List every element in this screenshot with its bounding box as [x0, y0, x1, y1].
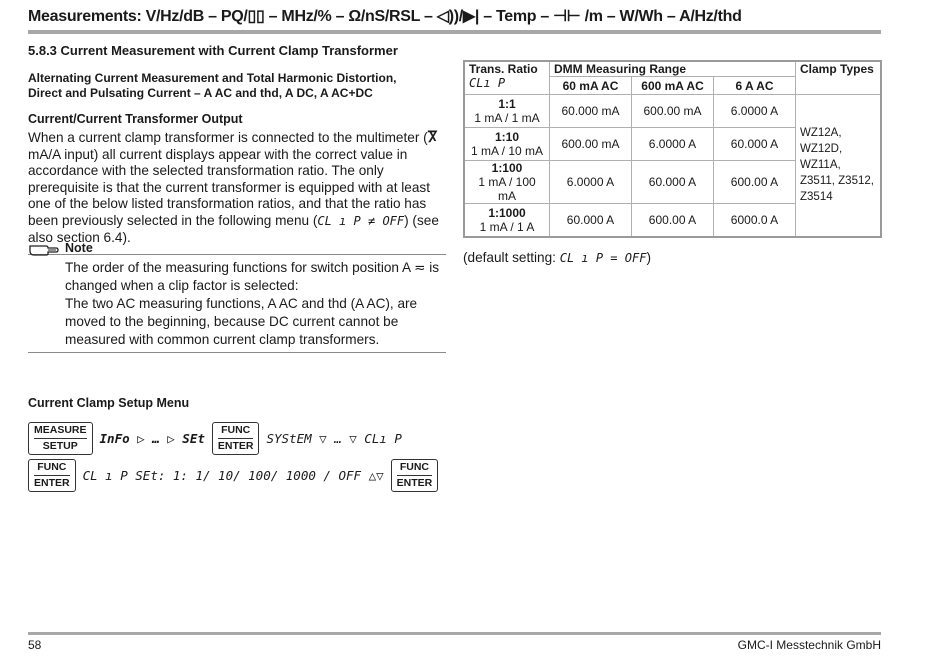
th-clamp-types: Clamp Types — [796, 61, 882, 95]
func-enter-key[interactable] — [391, 459, 439, 492]
header-title: Measurements: V/Hz/dB – PQ/▯▯ – MHz/% – Ω/nS/RSL – ◁))/▶| – Temp – ⊣⊢ /m – W/Wh – A/Hz/thd — [28, 8, 742, 25]
note-label: Note — [65, 241, 93, 256]
company-name: GMC-I Messtechnik GmbH — [737, 638, 881, 652]
menu-seq-1: InFo ▷ … ▷ SEt — [99, 431, 205, 446]
ratio-value: 1:100 — [491, 161, 523, 175]
clamp-types-cell: WZ12A, WZ12D, WZ11A, Z3511, Z3512, Z3514 — [796, 95, 882, 237]
key-top-label: FUNC — [218, 424, 254, 439]
ratio-cell — [464, 204, 550, 237]
section-title: 5.8.3 Current Measurement with Current Clamp Transformer — [28, 43, 398, 58]
note-box — [28, 240, 446, 349]
left-column — [28, 40, 446, 353]
ratio-table-wrap — [463, 60, 882, 238]
range-value: 6.0000 A — [550, 161, 632, 204]
range-value: 60.000 mA — [550, 95, 632, 128]
menu-row-2 — [28, 459, 438, 492]
default-lcd: CL ı P = OFF — [559, 251, 647, 265]
range-value: 600.00 mA — [550, 128, 632, 161]
ratio-cell — [464, 128, 550, 161]
page-number: 58 — [28, 638, 42, 652]
body-part3: ) (see also section 6.4). — [28, 212, 439, 245]
measure-setup-key[interactable] — [28, 422, 93, 455]
key-bottom-label: ENTER — [217, 440, 254, 452]
key-top-label: FUNC — [397, 461, 433, 476]
note-text — [65, 240, 446, 349]
body-paragraph — [28, 130, 446, 246]
note-bottom-rule — [28, 352, 446, 353]
table-row — [464, 95, 881, 128]
range-value: 600.00 mA — [632, 95, 714, 128]
header-rule — [28, 30, 881, 34]
ratio-cell — [464, 161, 550, 204]
func-enter-key[interactable] — [212, 422, 260, 455]
ratio-sub: 1 mA / 100 mA — [478, 175, 536, 203]
menu-row-1 — [28, 422, 409, 455]
range-value: 60.000 A — [714, 128, 796, 161]
ratio-value: 1:1000 — [488, 205, 526, 220]
body-lcd: CL ı P ≠ OFF — [317, 213, 405, 228]
ratio-value: 1:10 — [494, 130, 520, 144]
ratio-value: 1:1 — [498, 97, 516, 111]
menu-title: Current Clamp Setup Menu — [28, 396, 190, 410]
key-top-label: MEASURE — [34, 424, 87, 439]
body-part1: When a current clamp transformer is connected to the multimeter ( — [28, 130, 428, 145]
key-bottom-label: ENTER — [34, 477, 70, 489]
range-value: 600.00 A — [632, 204, 714, 237]
th-trans-ratio-lcd: CLı P — [469, 76, 506, 90]
th-range-60ma: 60 mA AC — [550, 77, 632, 95]
menu-seq-2: SYStEM ▽ … ▽ CLı P — [266, 431, 402, 446]
page-header — [28, 6, 880, 26]
default-suffix: ) — [646, 250, 651, 265]
subhead2: Current/Current Transformer Output — [28, 112, 243, 126]
footer-rule — [28, 632, 881, 635]
ratio-cell — [464, 95, 550, 128]
func-enter-key[interactable] — [28, 459, 76, 492]
table-header-row — [464, 61, 881, 77]
subhead-line1: Alternating Current Measurement and Total Harmonic Distortion, — [28, 71, 397, 85]
range-value: 60.000 A — [632, 161, 714, 204]
key-bottom-label: SETUP — [42, 440, 78, 452]
default-setting — [463, 250, 651, 265]
clamp-input-icon: Ⴟ — [427, 130, 438, 145]
body-part2: mA/A input) all current displays appear with the correct value in accordance with the selected transformation ratio. The only prerequisite is that the current transformer is equipped with at least one of the below listed transformation ratios, and that the ratio has been previously selected in the following menu ( — [28, 146, 430, 228]
th-dmm-range: DMM Measuring Range — [550, 61, 796, 77]
subhead-line2: Direct and Pulsating Current – A AC and thd, A DC, A AC+DC — [28, 86, 373, 100]
key-top-label: FUNC — [34, 461, 70, 476]
th-range-6a: 6 A AC — [714, 77, 796, 95]
note-line2: The two AC measuring functions, A AC and thd (A AC), are moved to the beginning, because DC current cannot be measured with common current clamp transformers. — [65, 296, 418, 348]
ratio-sub: 1 mA / 1 mA — [474, 111, 540, 125]
ratio-table — [463, 60, 882, 238]
hand-pointer-icon — [28, 242, 60, 259]
range-value: 6000.0 A — [714, 204, 796, 237]
ratio-sub: 1 mA / 1 A — [479, 219, 535, 234]
ratio-sub: 1 mA / 10 mA — [470, 144, 544, 158]
key-bottom-label: ENTER — [396, 477, 433, 489]
range-value: 60.000 A — [550, 204, 632, 237]
range-value: 600.00 A — [714, 161, 796, 204]
default-prefix: (default setting: — [463, 250, 560, 265]
range-value: 6.0000 A — [632, 128, 714, 161]
th-range-600ma: 600 mA AC — [632, 77, 714, 95]
range-value: 6.0000 A — [714, 95, 796, 128]
subhead — [28, 71, 446, 101]
th-trans-ratio-label: Trans. Ratio — [469, 62, 538, 76]
note-line1: The order of the measuring functions for switch position A ≂ is changed when a clip factor is selected: — [65, 260, 440, 294]
th-trans-ratio — [464, 61, 550, 95]
menu-seq-3: CL ı P SEt: 1: 1/ 10/ 100/ 1000 / OFF △▽ — [82, 468, 384, 483]
